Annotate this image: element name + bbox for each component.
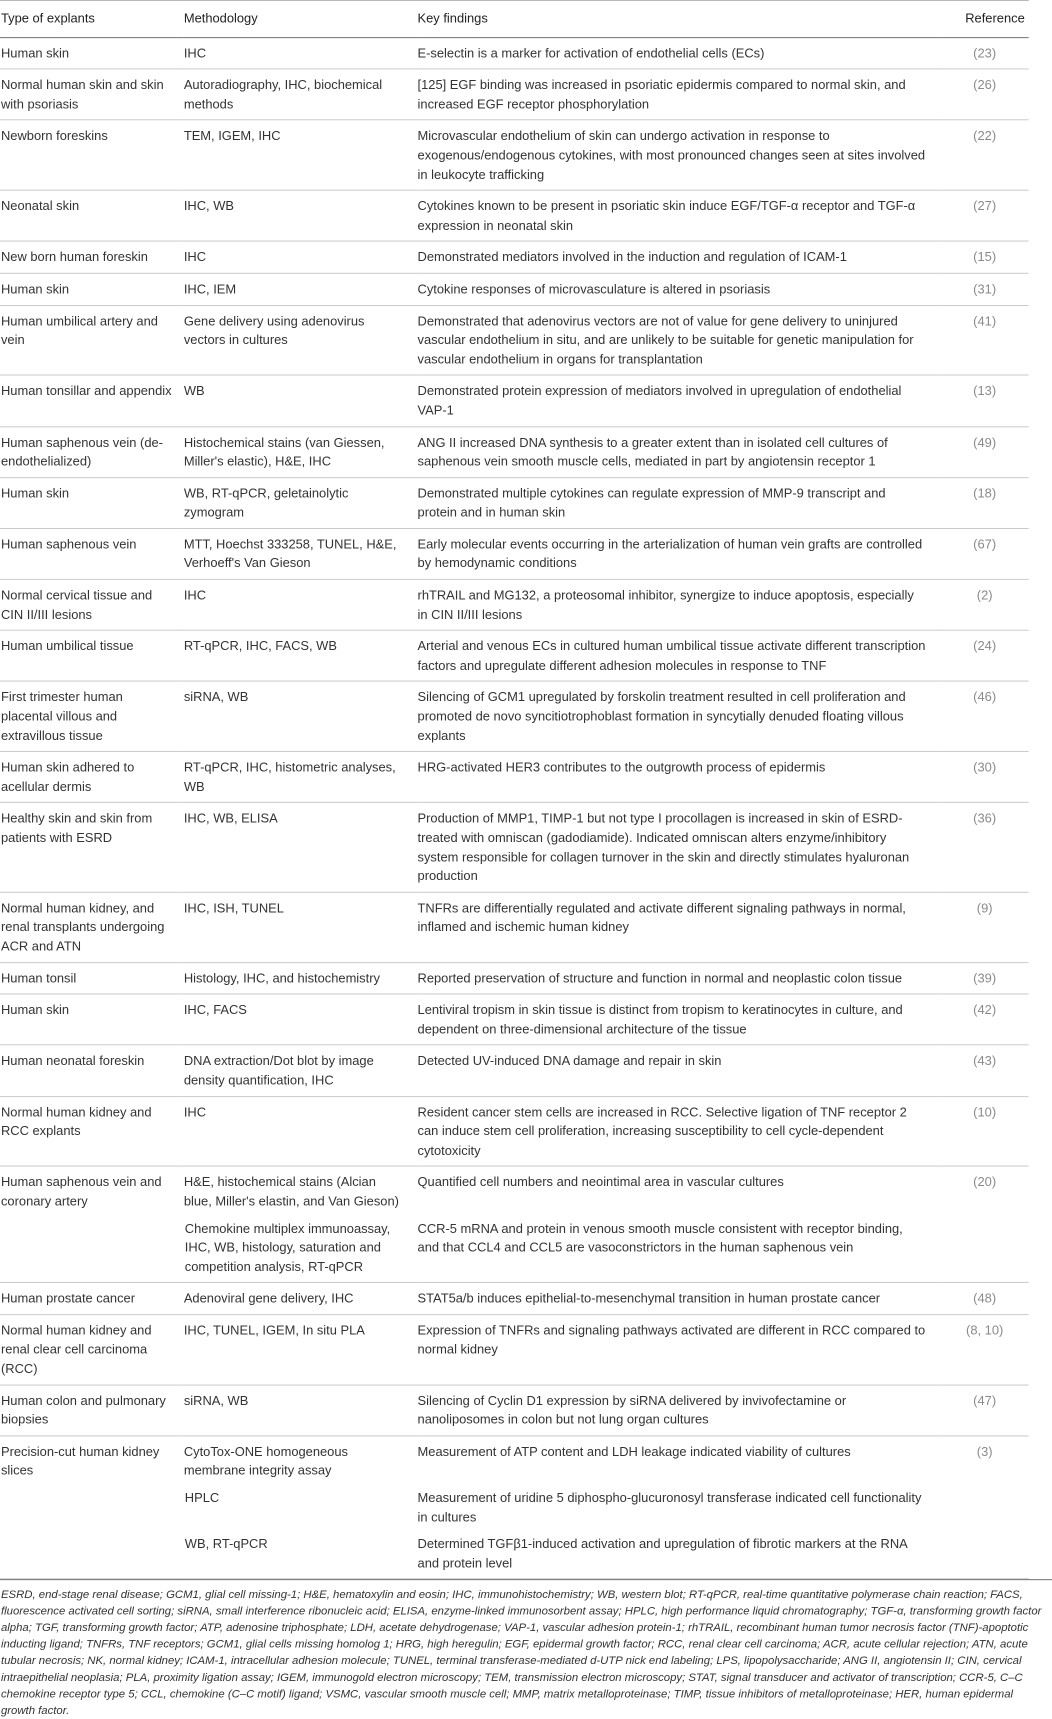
explant-type-cell: Human saphenous vein and coronary artery [0,1166,184,1282]
table-row [0,241,1029,273]
reference-cell: (39) [941,962,1029,994]
reference-cell: (31) [941,273,1029,305]
table-row [0,190,1029,241]
reference-cell: (15) [941,241,1029,273]
reference-cell: (8, 10) [941,1315,1029,1385]
key-findings-cell: Silencing of GCM1 upregulated by forskolin treatment resulted in cell proliferation and promoted de novo syncitiotrophoblast formation in syncytially denuded floating villous explants [418,681,941,751]
explant-type-cell: Normal human kidney, and renal transplants undergoing ACR and ATN [0,892,184,962]
explant-type-cell: First trimester human placental villous and extravillous tissue [0,681,184,751]
reference-cell: (24) [941,630,1029,681]
table-row [0,1436,1029,1487]
methodology-cell: TEM, IGEM, IHC [184,120,418,190]
reference-cell: (22) [941,120,1029,190]
reference-cell: (42) [941,994,1029,1045]
reference-cell: (23) [941,37,1029,69]
explant-type-cell: Normal cervical tissue and CIN II/III lesions [0,579,184,630]
table-row [0,962,1029,994]
key-findings-cell: Demonstrated mediators involved in the induction and regulation of ICAM-1 [418,241,941,273]
methodology-cell: DNA extraction/Dot blot by image density quantification, IHC [184,1045,418,1096]
table-row [0,630,1029,681]
methodology-cell: WB, RT-qPCR [184,1532,418,1579]
table-row [0,305,1029,375]
key-findings-cell: Microvascular endothelium of skin can undergo activation in response to exogenous/endogenous cytokines, with most pronounced changes seen at sites involved in leukocyte trafficking [418,120,941,190]
methodology-cell: IHC, IEM [184,273,418,305]
explant-type-cell: Precision-cut human kidney slices [0,1436,184,1579]
methodology-cell: IHC, WB [184,190,418,241]
explant-type-cell: Human saphenous vein (de-endothelialized) [0,426,184,477]
methodology-cell: Histochemical stains (van Giessen, Miller's elastic), H&E, IHC [184,426,418,477]
table-row [0,273,1029,305]
explant-type-cell: Human skin adhered to acellular dermis [0,752,184,803]
methodology-cell: RT-qPCR, IHC, FACS, WB [184,630,418,681]
reference-cell: (49) [941,426,1029,477]
key-findings-cell: Measurement of uridine 5 diphospho-glucuronosyl transferase indicated cell functionality in cultures [417,1490,922,1525]
explant-type-cell: Human skin [0,37,184,69]
explant-type-cell: Human tonsil [0,962,184,994]
key-findings-cell: Early molecular events occurring in the arterialization of human vein grafts are controlled by hemodynamic conditions [418,528,941,579]
explant-type-cell: Human colon and pulmonary biopsies [0,1385,184,1436]
reference-cell: (13) [941,375,1029,426]
key-findings-cell: E-selectin is a marker for activation of endothelial cells (ECs) [418,37,941,69]
key-findings-cell: [125] EGF binding was increased in psoriatic epidermis compared to normal skin, and increased EGF receptor phosphorylation [418,69,941,120]
key-findings-cell: Production of MMP1, TIMP-1 but not type I procollagen is increased in skin of ESRD-treated with omniscan (gadodiamide). Indicated omniscan alters enzyme/inhibitory system responsible for collagen turnover in the skin and directly stimulates hyaluronan production [418,803,941,892]
key-findings-cell: STAT5a/b induces epithelial-to-mesenchymal transition in human prostate cancer [418,1283,941,1315]
methodology-cell: WB, RT-qPCR, geletainolytic zymogram [184,477,418,528]
methodology-cell: WB [184,375,418,426]
methodology-cell: siRNA, WB [184,1385,418,1436]
explant-type-cell: Human neonatal foreskin [0,1045,184,1096]
key-findings-cell: Expression of TNFRs and signaling pathways activated are different in RCC compared to normal kidney [418,1315,941,1385]
methodology-cell: IHC [184,241,418,273]
reference-cell: (20) [973,1174,997,1190]
methodology-cell: Autoradiography, IHC, biochemical methods [184,69,418,120]
explant-type-cell: Neonatal skin [0,190,184,241]
methodology-cell: MTT, Hoechst 333258, TUNEL, H&E, Verhoeff's Van Gieson [184,528,418,579]
explant-type-cell: Human umbilical tissue [0,630,184,681]
reference-cell: (9) [941,892,1029,962]
explant-type-cell: Human umbilical artery and vein [0,305,184,375]
reference-cell: (2) [941,579,1029,630]
methodology-cell: IHC [184,1096,418,1166]
key-findings-cell: CCR-5 mRNA and protein in venous smooth muscle consistent with receptor binding, and that CCL4 and CCL5 are vasoconstrictors in the human saphenous vein [418,1217,941,1283]
header-key-findings: Key findings [418,0,941,37]
methodology-cell: H&E, histochemical stains (Alcian blue, Miller's elastin, and Van Gieson) [183,1174,399,1209]
key-findings-cell: Cytokines known to be present in psoriatic skin induce EGF/TGF-α receptor and TGF-α expression in neonatal skin [418,190,941,241]
methodology-cell: Adenoviral gene delivery, IHC [184,1283,418,1315]
methodology-cell: Gene delivery using adenovirus vectors in cultures [184,305,418,375]
reference-cell: (10) [941,1096,1029,1166]
table-row [0,477,1029,528]
reference-cell: (27) [941,190,1029,241]
methodology-cell: IHC, WB, ELISA [184,803,418,892]
methodology-cell: IHC [184,579,418,630]
abbreviations-footnote: ESRD, end-stage renal disease; GCM1, glial cell missing-1; H&E, hematoxylin and eosin; IHC, immunohistochemistry; WB, western blot; RT-qPCR, real-time quantitative polymerase chain reaction; FACS, fluorescence activated cell sorting; siRNA, small interference ribonucleic acid; ELISA, enzyme-linked immunosorbent assay; HPLC, high performance liquid chromatography; TGF-α, transforming growth factor alpha; TGF, transforming growth factor; ATP, adenosine triphosphate; LDH, acetate dehydrogenase; VAP-1, vascular adhesion protein-1; rhTRAIL, recombinant human tumor necrosis factor (TNF)-apoptotic inducting ligand; TNFRs, TNF receptors; GCM1, glial cells missing homolog 1; HRG, high heregulin; EGF, epidermal growth factor; RCC, renal clear cell carcinoma; ACR, acute cellular rejection; ATN, acute tubular necrosis; NK, normal kidney; ICAM-1, intracellular adhesion molecule; TUNEL, terminal transferase-mediated d-UTP nick end labeling; LPS, lipopolysaccharide; ANG II, angiotensin II; CIN, cervical intraepithelial neoplasia; PLA, proximity ligation assay; IGEM, immunogold electron microscopy; TEM, transmission electron microscopy; STAT, signal transducer and activator of transcription; CCR-5, C–C chemokine receptor type 5; CCL, chemokine (C–C motif) ligand; VSMC, vascular smooth muscle cell; MMP, matrix metalloproteinase; TIMP, tissue inhibitors of metalloproteinase; HER, human epidermal growth factor. [0,1580,1052,1719]
table-row [0,37,1029,69]
reference-cell: (26) [941,69,1029,120]
methodology-cell: Chemokine multiplex immunoassay, IHC, WB, histology, saturation and competition analysis, RT-qPCR [184,1217,418,1283]
key-findings-cell: Demonstrated that adenovirus vectors are not of value for gene delivery to uninjured vascular endothelium in situ, and are unlikely to be suitable for genetic manipulation for vascular endothelium in organs for transplantation [418,305,941,375]
key-findings-cell: Demonstrated multiple cytokines can regulate expression of MMP-9 transcript and protein and in human skin [418,477,941,528]
table-header-row [0,0,1029,37]
methodology-cell: IHC, ISH, TUNEL [184,892,418,962]
key-findings-cell: Silencing of Cyclin D1 expression by siRNA delivered by invivofectamine or nanoliposomes in colon but not lung organ cultures [418,1385,941,1436]
key-findings-cell: Reported preservation of structure and function in normal and neoplastic colon tissue [418,962,941,994]
explant-type-cell: New born human foreskin [0,241,184,273]
key-findings-cell: Cytokine responses of microvasculature is altered in psoriasis [418,273,941,305]
reference-cell: (47) [941,1385,1029,1436]
key-findings-cell: TNFRs are differentially regulated and activate different signaling pathways in normal, inflamed and ischemic human kidney [418,892,941,962]
table-row [0,1166,1029,1217]
methodology-cell: siRNA, WB [184,681,418,751]
table-row [0,752,1029,803]
table-row [0,528,1029,579]
explant-type-cell: Newborn foreskins [0,120,184,190]
methodology-cell: IHC, TUNEL, IGEM, In situ PLA [184,1315,418,1385]
table-row [0,1385,1029,1436]
key-findings-cell: rhTRAIL and MG132, a proteosomal inhibitor, synergize to induce apoptosis, especially in CIN II/III lesions [418,579,941,630]
explant-type-cell: Human prostate cancer [0,1283,184,1315]
key-findings-cell: Arterial and venous ECs in cultured human umbilical tissue activate different transcription factors and upregulate different adhesion molecules in response to TNF [418,630,941,681]
methodology-cell: Histology, IHC, and histochemistry [184,962,418,994]
methodology-cell: IHC, FACS [184,994,418,1045]
methodology-cell: RT-qPCR, IHC, histometric analyses, WB [184,752,418,803]
table-row [0,892,1029,962]
explant-type-cell: Human saphenous vein [0,528,184,579]
table-row [0,1096,1029,1166]
reference-cell: (43) [941,1045,1029,1096]
reference-cell: (46) [941,681,1029,751]
table-row [0,120,1029,190]
explant-type-cell: Healthy skin and skin from patients with ESRD [0,803,184,892]
key-findings-cell: Lentiviral tropism in skin tissue is distinct from tropism to keratinocytes in culture, and dependent on three-dimensional architecture of the tissue [418,994,941,1045]
reference-cell: (48) [941,1283,1029,1315]
reference-cell [941,1486,1029,1532]
methodology-cell: CytoTox-ONE homogeneous membrane integrity assay [183,1444,348,1478]
table-row [0,681,1029,751]
table-row [0,994,1029,1045]
key-findings-cell: HRG-activated HER3 contributes to the outgrowth process of epidermis [418,752,941,803]
table-row [0,69,1029,120]
table-row [0,1315,1029,1385]
table-row [0,1045,1029,1096]
table-row [0,375,1029,426]
reference-cell [941,1217,1029,1283]
table-row [0,426,1029,477]
reference-cell [941,1532,1029,1579]
table-row [0,1283,1029,1315]
key-findings-cell: Detected UV-induced DNA damage and repair in skin [418,1045,941,1096]
reference-cell: (36) [941,803,1029,892]
header-reference: Reference [941,0,1029,37]
explant-type-cell: Normal human kidney and RCC explants [0,1096,184,1166]
key-findings-cell: Demonstrated protein expression of mediators involved in upregulation of endothelial VAP-1 [418,375,941,426]
explant-type-cell: Human skin [0,994,184,1045]
key-findings-cell: ANG II increased DNA synthesis to a greater extent than in isolated cell cultures of saphenous vein smooth muscle cells, mediated in part by angiotensin receptor 1 [418,426,941,477]
key-findings-cell: Measurement of ATP content and LDH leakage indicated viability of cultures [417,1444,851,1459]
reference-cell: (41) [941,305,1029,375]
key-findings-cell: Quantified cell numbers and neointimal area in vascular cultures [417,1174,784,1190]
explant-type-cell: Normal human skin and skin with psoriasis [0,69,184,120]
reference-cell: (30) [941,752,1029,803]
header-type-of-explants: Type of explants [0,0,184,37]
key-findings-cell: Determined TGFβ1-induced activation and upregulation of fibrotic markers at the RNA and protein level [418,1532,941,1579]
reference-cell: (18) [941,477,1029,528]
reference-cell: (67) [941,528,1029,579]
methodology-cell: IHC [184,37,418,69]
table-body [0,37,1029,1579]
table-row [0,579,1029,630]
methodology-cell: HPLC [184,1490,220,1505]
reference-cell: (3) [976,1444,993,1459]
explant-type-cell: Human tonsillar and appendix [0,375,184,426]
explant-type-cell: Normal human kidney and renal clear cell carcinoma (RCC) [0,1315,184,1385]
explant-type-cell: Human skin [0,273,184,305]
table-row [0,803,1029,892]
header-methodology: Methodology [184,0,418,37]
key-findings-cell: Resident cancer stem cells are increased in RCC. Selective ligation of TNF receptor 2 can induce stem cell proliferation, increasing susceptibility to cell cycle-dependent cytotoxicity [418,1096,941,1166]
explant-type-cell: Human skin [0,477,184,528]
